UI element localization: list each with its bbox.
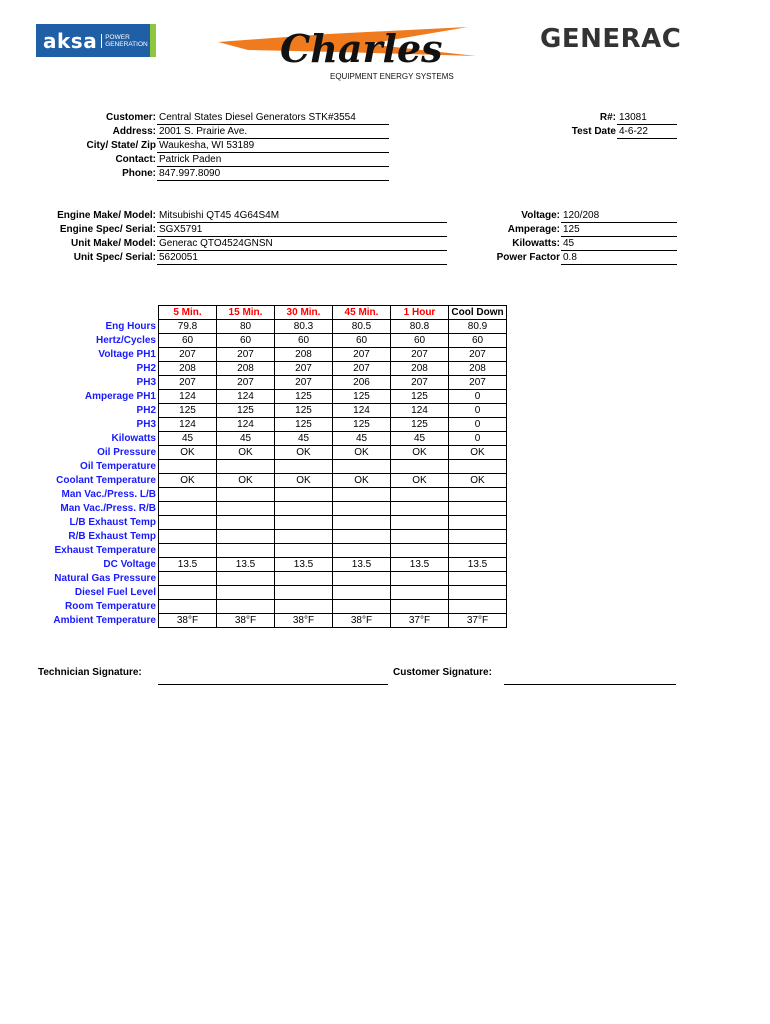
aksa-logo (36, 24, 156, 57)
table-cell: 45 (159, 432, 217, 446)
row-label: R/B Exhaust Temp (35, 530, 159, 544)
table-cell: 37°F (391, 614, 449, 628)
table-cell (159, 502, 217, 516)
table-cell (159, 600, 217, 614)
table-cell (391, 502, 449, 516)
table-cell (275, 530, 333, 544)
table-cell: 45 (275, 432, 333, 446)
table-cell: 207 (275, 362, 333, 376)
table-cell (449, 460, 507, 474)
table-cell: 207 (217, 348, 275, 362)
technician-signature-label: Technician Signature: (38, 667, 142, 678)
table-body (35, 320, 507, 628)
table-cell (159, 488, 217, 502)
table-row (35, 544, 507, 558)
engine-make-value: Mitsubishi QT45 4G64S4M (157, 209, 447, 223)
r-number-value: 13081 (617, 111, 677, 125)
table-cell (217, 530, 275, 544)
phone-value: 847.997.8090 (157, 167, 389, 181)
table-cell (275, 502, 333, 516)
row-label: DC Voltage (35, 558, 159, 572)
table-cell (449, 502, 507, 516)
technician-signature-line[interactable] (158, 683, 388, 685)
voltage-value: 120/208 (561, 209, 677, 223)
table-cell: OK (333, 474, 391, 488)
unit-spec-value: 5620051 (157, 251, 447, 265)
table-row (35, 446, 507, 460)
table-cell: 45 (217, 432, 275, 446)
table-cell: 60 (159, 334, 217, 348)
table-cell (333, 600, 391, 614)
table-cell: 38°F (217, 614, 275, 628)
table-cell (159, 460, 217, 474)
row-label: PH2 (35, 404, 159, 418)
customer-signature-line[interactable] (504, 683, 676, 685)
table-cell: 207 (391, 376, 449, 390)
table-cell (333, 530, 391, 544)
table-cell: 13.5 (275, 558, 333, 572)
table-cell: 45 (391, 432, 449, 446)
address-value: 2001 S. Prairie Ave. (157, 125, 389, 139)
table-cell: 79.8 (159, 320, 217, 334)
table-cell (217, 460, 275, 474)
table-cell: 207 (449, 376, 507, 390)
table-row (35, 348, 507, 362)
unit-make-value: Generac QTO4524GNSN (157, 237, 447, 251)
table-cell: 207 (391, 348, 449, 362)
table-cell (159, 544, 217, 558)
table-row (35, 530, 507, 544)
table-row (35, 432, 507, 446)
table-cell: OK (159, 446, 217, 460)
table-cell: 125 (275, 404, 333, 418)
row-label: Coolant Temperature (35, 474, 159, 488)
table-row (35, 390, 507, 404)
table-cell (391, 586, 449, 600)
table-cell (391, 488, 449, 502)
header-15-min: 15 Min. (217, 306, 275, 320)
charles-logo-sub: EQUIPMENT ENERGY SYSTEMS (330, 72, 454, 81)
table-cell: OK (217, 446, 275, 460)
table-cell: 207 (449, 348, 507, 362)
row-label: Oil Pressure (35, 446, 159, 460)
table-cell: 60 (275, 334, 333, 348)
table-cell (217, 572, 275, 586)
table-cell: 125 (159, 404, 217, 418)
test-date-label: Test Date (571, 126, 616, 137)
table-row (35, 488, 507, 502)
table-cell: 0 (449, 418, 507, 432)
table-cell: 38°F (159, 614, 217, 628)
table-cell: 125 (391, 390, 449, 404)
table-row (35, 614, 507, 628)
table-row (35, 320, 507, 334)
table-cell: 207 (159, 376, 217, 390)
header-30-min: 30 Min. (275, 306, 333, 320)
table-cell: 124 (391, 404, 449, 418)
row-label: Kilowatts (35, 432, 159, 446)
table-cell: 124 (333, 404, 391, 418)
power-factor-value: 0.8 (561, 251, 677, 265)
table-cell: 208 (449, 362, 507, 376)
table-cell: 207 (159, 348, 217, 362)
table-cell: 125 (391, 418, 449, 432)
table-cell: 208 (217, 362, 275, 376)
table-cell (159, 530, 217, 544)
row-label: Diesel Fuel Level (35, 586, 159, 600)
table-cell (159, 516, 217, 530)
table-cell (391, 600, 449, 614)
aksa-tag-line2: GENERATION (105, 40, 148, 48)
table-cell: 124 (159, 390, 217, 404)
power-factor-label: Power Factor (496, 252, 560, 263)
table-cell: 80.5 (333, 320, 391, 334)
table-corner (35, 306, 159, 320)
table-row (35, 586, 507, 600)
row-label: Man Vac./Press. R/B (35, 502, 159, 516)
table-cell: 60 (449, 334, 507, 348)
table-cell: 124 (217, 390, 275, 404)
row-label: Amperage PH1 (35, 390, 159, 404)
table-cell: OK (217, 474, 275, 488)
table-cell (217, 488, 275, 502)
table-cell (159, 572, 217, 586)
table-row (35, 600, 507, 614)
table-cell (391, 572, 449, 586)
table-cell (159, 586, 217, 600)
row-label: Oil Temperature (35, 460, 159, 474)
table-cell: OK (391, 474, 449, 488)
kilowatts-value: 45 (561, 237, 677, 251)
table-cell: 45 (333, 432, 391, 446)
table-row (35, 516, 507, 530)
row-label: Room Temperature (35, 600, 159, 614)
table-row (35, 334, 507, 348)
row-label: Natural Gas Pressure (35, 572, 159, 586)
table-cell (391, 530, 449, 544)
table-cell: 80 (217, 320, 275, 334)
row-label: Eng Hours (35, 320, 159, 334)
table-cell: 125 (333, 418, 391, 432)
table-cell (449, 530, 507, 544)
table-cell (333, 544, 391, 558)
header-cool-down: Cool Down (449, 306, 507, 320)
table-cell (333, 502, 391, 516)
table-cell: 207 (333, 348, 391, 362)
table-header-row (35, 306, 507, 320)
amperage-label: Amperage: (507, 224, 560, 235)
row-label: Exhaust Temperature (35, 544, 159, 558)
row-label: Man Vac./Press. L/B (35, 488, 159, 502)
row-label: PH2 (35, 362, 159, 376)
table-row (35, 362, 507, 376)
table-cell: 208 (391, 362, 449, 376)
row-label: PH3 (35, 376, 159, 390)
table-cell (275, 488, 333, 502)
table-row (35, 376, 507, 390)
table-cell (333, 460, 391, 474)
table-cell: 207 (333, 362, 391, 376)
table-cell: 208 (275, 348, 333, 362)
table-cell (333, 586, 391, 600)
r-number-label: R#: (599, 112, 616, 123)
table-cell: 80.9 (449, 320, 507, 334)
header-45-min: 45 Min. (333, 306, 391, 320)
row-label: Ambient Temperature (35, 614, 159, 628)
unit-make-label: Unit Make/ Model: (70, 238, 156, 249)
table-cell: 80.8 (391, 320, 449, 334)
table-cell: 80.3 (275, 320, 333, 334)
table-cell: 37°F (449, 614, 507, 628)
generac-logo: GENERAC (540, 24, 682, 54)
table-cell: 60 (217, 334, 275, 348)
table-row (35, 474, 507, 488)
table-cell (275, 460, 333, 474)
table-cell: 38°F (275, 614, 333, 628)
table-row (35, 502, 507, 516)
table-cell (275, 516, 333, 530)
table-cell (333, 572, 391, 586)
test-data-table (35, 305, 507, 628)
table-cell (217, 544, 275, 558)
table-cell: 13.5 (159, 558, 217, 572)
table-cell: 207 (275, 376, 333, 390)
table-cell: OK (275, 474, 333, 488)
table-cell: 206 (333, 376, 391, 390)
aksa-logo-word: aksa (43, 28, 98, 53)
table-cell: 125 (217, 404, 275, 418)
city-label: City/ State/ Zip (86, 140, 156, 151)
table-cell: OK (449, 446, 507, 460)
row-label: Hertz/Cycles (35, 334, 159, 348)
aksa-logo-tagline (101, 34, 148, 48)
header-1-hour: 1 Hour (391, 306, 449, 320)
customer-value: Central States Diesel Generators STK#3554 (157, 111, 389, 125)
engine-spec-label: Engine Spec/ Serial: (59, 224, 156, 235)
table-cell: 13.5 (391, 558, 449, 572)
row-label: L/B Exhaust Temp (35, 516, 159, 530)
table-cell (391, 516, 449, 530)
table-cell (275, 572, 333, 586)
table-cell (333, 516, 391, 530)
table-cell (217, 516, 275, 530)
table-cell (275, 600, 333, 614)
city-value: Waukesha, WI 53189 (157, 139, 389, 153)
test-date-value: 4-6-22 (617, 125, 677, 139)
table-cell (449, 488, 507, 502)
table-cell (449, 586, 507, 600)
kilowatts-label: Kilowatts: (512, 238, 560, 249)
amperage-value: 125 (561, 223, 677, 237)
table-cell: 208 (159, 362, 217, 376)
table-cell (449, 544, 507, 558)
table-cell (217, 586, 275, 600)
table-cell: OK (333, 446, 391, 460)
charles-logo-name: Charles (280, 26, 443, 71)
contact-value: Patrick Paden (157, 153, 389, 167)
table-cell: 207 (217, 376, 275, 390)
table-cell: OK (275, 446, 333, 460)
table-row (35, 572, 507, 586)
customer-signature-label: Customer Signature: (393, 667, 492, 678)
table-cell: 13.5 (217, 558, 275, 572)
address-label: Address: (112, 126, 156, 137)
unit-spec-label: Unit Spec/ Serial: (73, 252, 156, 263)
table-cell (449, 600, 507, 614)
engine-spec-value: SGX5791 (157, 223, 447, 237)
contact-label: Contact: (115, 154, 156, 165)
customer-label: Customer: (105, 112, 156, 123)
table-cell: 124 (217, 418, 275, 432)
table-cell: 13.5 (333, 558, 391, 572)
table-cell: 124 (159, 418, 217, 432)
table-cell: OK (391, 446, 449, 460)
table-cell (449, 516, 507, 530)
table-cell: 125 (275, 418, 333, 432)
table-row (35, 404, 507, 418)
aksa-tag-line1: POWER (105, 33, 130, 41)
header-5-min: 5 Min. (159, 306, 217, 320)
table-cell: OK (159, 474, 217, 488)
table-cell: 38°F (333, 614, 391, 628)
table-cell: 60 (391, 334, 449, 348)
table-cell: 60 (333, 334, 391, 348)
row-label: PH3 (35, 418, 159, 432)
table-cell: 13.5 (449, 558, 507, 572)
voltage-label: Voltage: (521, 210, 560, 221)
table-cell (217, 600, 275, 614)
table-cell: OK (449, 474, 507, 488)
engine-make-label: Engine Make/ Model: (57, 210, 156, 221)
phone-label: Phone: (122, 168, 156, 179)
table-cell (333, 488, 391, 502)
charles-logo (218, 22, 478, 84)
table-row (35, 418, 507, 432)
aksa-logo-stripe (150, 24, 156, 57)
table-row (35, 558, 507, 572)
table-cell (391, 460, 449, 474)
table-cell: 0 (449, 432, 507, 446)
table-cell (275, 586, 333, 600)
table-cell (217, 502, 275, 516)
table-cell: 0 (449, 390, 507, 404)
table-cell: 125 (275, 390, 333, 404)
table-cell: 125 (333, 390, 391, 404)
table-cell (449, 572, 507, 586)
table-cell (275, 544, 333, 558)
table-cell (391, 544, 449, 558)
table-cell: 0 (449, 404, 507, 418)
table-row (35, 460, 507, 474)
row-label: Voltage PH1 (35, 348, 159, 362)
